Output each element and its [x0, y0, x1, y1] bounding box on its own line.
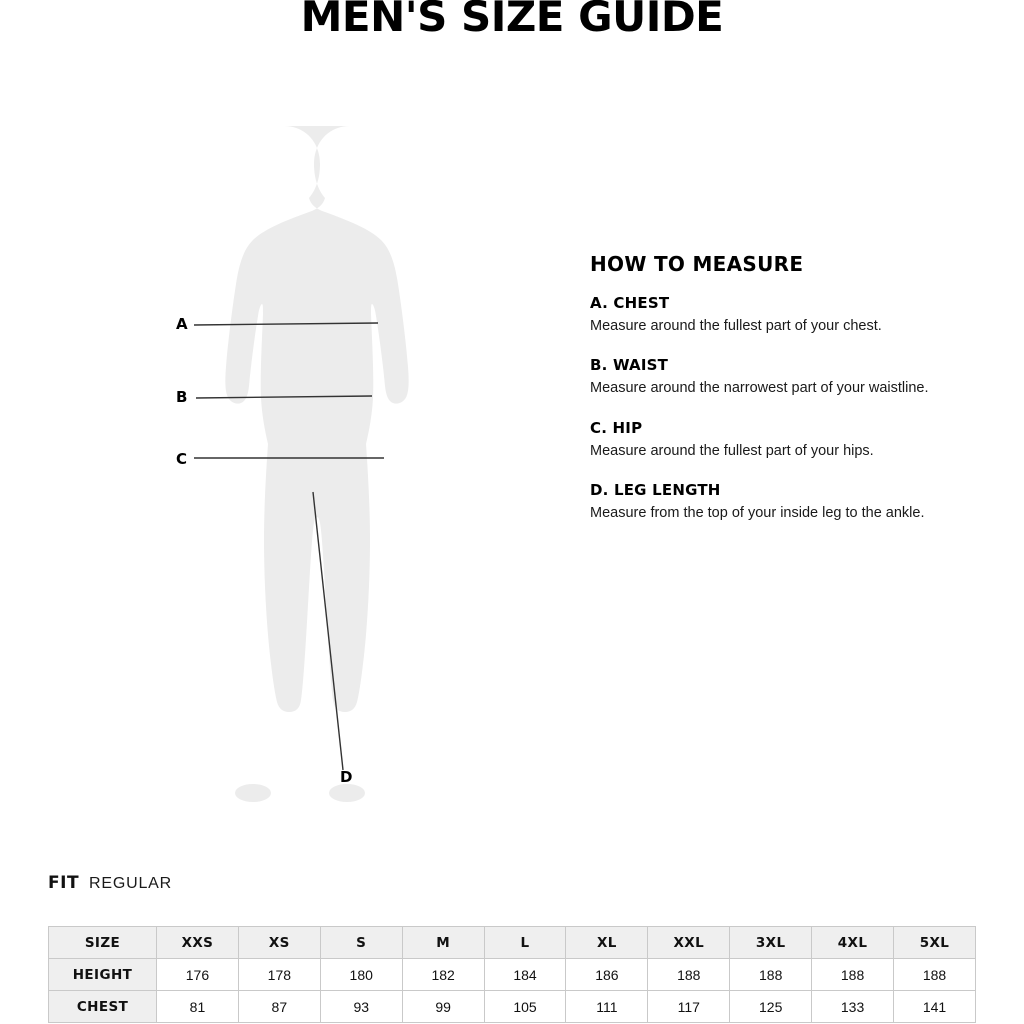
body-silhouette: [225, 126, 408, 712]
table-cell: 188: [648, 959, 730, 991]
measure-item-chest: [590, 294, 970, 337]
table-cell: 188: [812, 959, 894, 991]
how-to-measure-section: [590, 252, 970, 544]
table-cell: 117: [648, 991, 730, 1023]
measure-item-desc: Measure around the fullest part of your chest.: [590, 318, 882, 334]
table-cell: 105: [484, 991, 566, 1023]
right-foot: [329, 784, 365, 802]
measure-item-title: D. LEG LENGTH: [590, 481, 721, 500]
measure-item-title: A. CHEST: [590, 294, 670, 312]
table-cell: 184: [484, 959, 566, 991]
table-col-header: S: [320, 927, 402, 959]
table-col-header: 4XL: [812, 927, 894, 959]
table-cell: 178: [238, 959, 320, 991]
table-cell: 188: [894, 959, 976, 991]
table-row-header: HEIGHT: [49, 959, 157, 991]
table-col-header: XS: [238, 927, 320, 959]
table-col-header: XXL: [648, 927, 730, 959]
fit-label: FIT: [48, 873, 80, 893]
fit-row: [48, 873, 172, 893]
table-cell: 99: [402, 991, 484, 1023]
table-cell: 176: [157, 959, 239, 991]
table-cell: 93: [320, 991, 402, 1023]
measure-item-title: B. WAIST: [590, 356, 669, 375]
measure-item-hip: [590, 419, 970, 462]
table-col-header: XXS: [157, 927, 239, 959]
silhouette-svg: [150, 110, 550, 820]
fit-value: REGULAR: [89, 875, 172, 892]
table-col-header: 3XL: [730, 927, 812, 959]
marker-b-label: B: [176, 388, 188, 406]
measure-item-title: C. HIP: [590, 418, 643, 437]
table-cell: 141: [894, 991, 976, 1023]
body-diagram: [150, 110, 550, 820]
table-corner-header: SIZE: [49, 927, 157, 959]
how-to-measure-heading: HOW TO MEASURE: [590, 252, 804, 276]
measure-item-waist: [590, 356, 970, 399]
table-cell: 133: [812, 991, 894, 1023]
table-row-header: CHEST: [49, 991, 157, 1023]
table-cell: 87: [238, 991, 320, 1023]
table-col-header: 5XL: [894, 927, 976, 959]
page-title: MEN'S SIZE GUIDE: [300, 0, 724, 41]
table-cell: 125: [730, 991, 812, 1023]
table-cell: 186: [566, 959, 648, 991]
marker-d-label: D: [340, 768, 353, 786]
table-cell: 180: [320, 959, 402, 991]
table-cell: 188: [730, 959, 812, 991]
size-table: [48, 926, 976, 1023]
marker-c-label: C: [176, 450, 188, 468]
size-table-wrap: [48, 926, 976, 1023]
table-col-header: XL: [566, 927, 648, 959]
table-col-header: L: [484, 927, 566, 959]
table-col-header: M: [402, 927, 484, 959]
measure-item-desc: Measure around the narrowest part of your waistline.: [590, 380, 929, 397]
measure-item-desc: Measure around the fullest part of your hips.: [590, 442, 874, 459]
left-foot: [235, 784, 271, 802]
table-cell: 182: [402, 959, 484, 991]
table-header-row: [49, 927, 976, 959]
table-cell: 81: [157, 991, 239, 1023]
table-row: [49, 991, 976, 1023]
table-row: [49, 959, 976, 991]
measure-item-leg-length: [590, 481, 970, 524]
table-cell: 111: [566, 991, 648, 1023]
marker-a-label: A: [176, 315, 188, 333]
measure-item-desc: Measure from the top of your inside leg to the ankle.: [590, 505, 925, 522]
